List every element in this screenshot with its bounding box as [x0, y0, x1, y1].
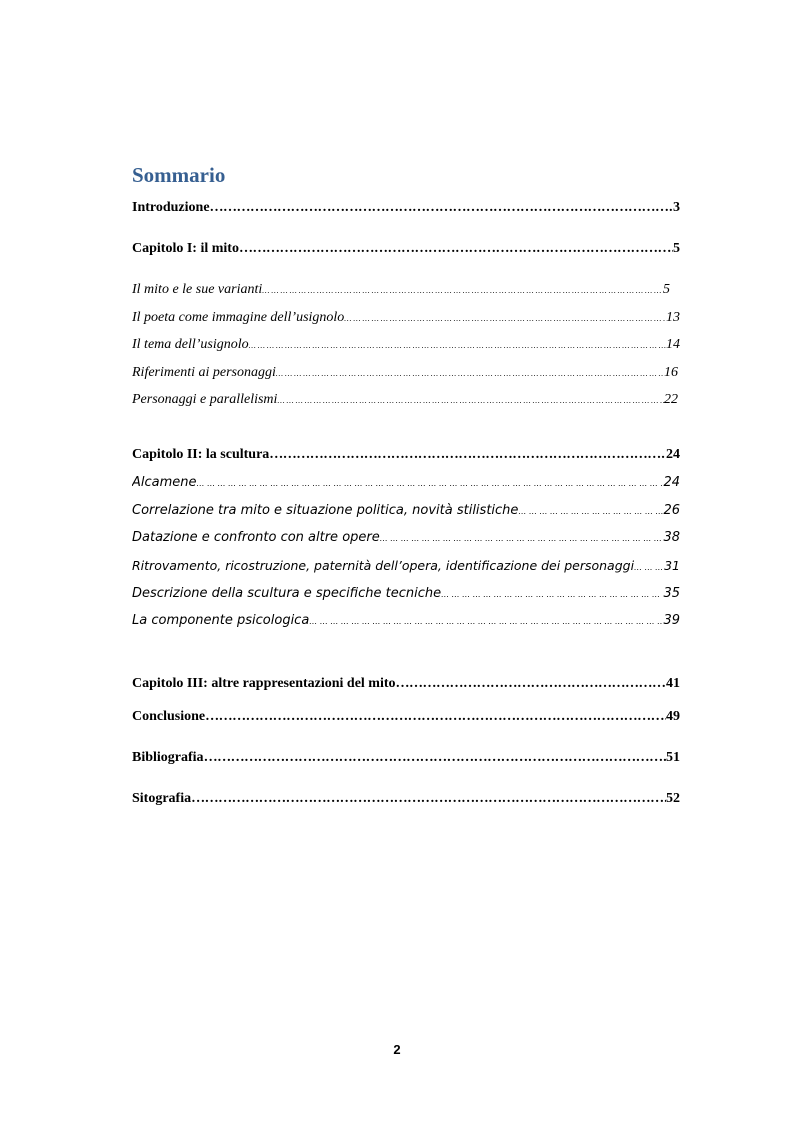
toc-entry-label: Conclusione — [132, 709, 206, 724]
toc-entry-label: Introduzione — [132, 200, 210, 215]
dot-leader — [277, 392, 664, 408]
dot-leader — [380, 530, 664, 545]
toc-entry-page: 3 — [673, 200, 680, 215]
toc-entry-page: 14 — [666, 337, 680, 352]
toc-entry-label: Alcamene — [132, 475, 197, 490]
toc-title: Sommario — [132, 163, 226, 187]
toc-subentry[interactable] — [132, 586, 680, 608]
toc-subentry[interactable] — [132, 365, 678, 387]
toc-entry-page: 16 — [664, 365, 678, 380]
toc-entry-label: Ritrovamento, ricostruzione, paternità dell’opera, identificazione dei personaggi — [132, 558, 635, 573]
dot-leader — [205, 709, 666, 725]
toc-entry-label: Il tema dell’usignolo — [132, 337, 249, 352]
toc-entry-conclusione[interactable] — [132, 709, 680, 731]
toc-subentry[interactable] — [132, 337, 680, 359]
toc-entry-page: 5 — [663, 282, 670, 297]
toc-subentry[interactable] — [132, 558, 680, 580]
dot-leader — [344, 310, 666, 326]
dot-leader — [210, 200, 673, 216]
dot-leader — [309, 613, 663, 628]
toc-entry-label: Capitolo II: la scultura — [132, 447, 270, 462]
toc-entry-page: 31 — [664, 558, 680, 573]
dot-leader — [634, 558, 664, 573]
dot-leader — [249, 337, 666, 353]
toc-subentry[interactable] — [132, 282, 670, 304]
page-number: 2 — [393, 1042, 401, 1057]
toc-entry-page: 13 — [666, 310, 680, 325]
toc-entry-page: 22 — [664, 392, 678, 407]
toc-entry-label: Descrizione della scultura e specifiche tecniche — [132, 586, 442, 601]
toc-entry-label: Il mito e le sue varianti — [132, 282, 263, 297]
dot-leader — [262, 282, 663, 298]
toc-entry-label: Bibliografia — [132, 750, 204, 765]
toc-subentry[interactable] — [132, 530, 680, 552]
toc-subentry[interactable] — [132, 475, 680, 497]
toc-entry-label: Datazione e confronto con altre opere — [132, 530, 380, 545]
toc-entry-page: 24 — [663, 475, 680, 490]
toc-entry-page: 49 — [666, 709, 680, 724]
toc-entry-label: Correlazione tra mito e situazione politica, novità stilistiche — [132, 503, 519, 518]
toc-entry-page: 26 — [663, 503, 680, 518]
toc-entry-page: 52 — [666, 791, 680, 806]
toc-subentry[interactable] — [132, 503, 680, 525]
toc-entry-label: Capitolo III: altre rappresentazioni del mito — [132, 676, 396, 691]
dot-leader — [441, 586, 663, 601]
toc-entry-capitolo-2[interactable] — [132, 447, 680, 469]
toc-subentry[interactable] — [132, 310, 680, 332]
toc-subentry[interactable] — [132, 392, 678, 414]
toc-entry-page: 5 — [673, 241, 680, 256]
dot-leader — [204, 750, 666, 766]
dot-leader — [396, 676, 666, 692]
toc-entry-capitolo-1[interactable] — [132, 241, 680, 263]
toc-entry-introduzione[interactable] — [132, 200, 680, 222]
toc-entry-page: 38 — [663, 530, 680, 545]
dot-leader — [239, 241, 673, 257]
dot-leader — [269, 447, 666, 463]
toc-entry-bibliografia[interactable] — [132, 750, 680, 772]
toc-entry-capitolo-3[interactable] — [132, 676, 680, 698]
toc-entry-sitografia[interactable] — [132, 791, 680, 813]
toc-entry-page: 35 — [663, 586, 680, 601]
toc-entry-label: Sitografia — [132, 791, 192, 806]
dot-leader — [191, 791, 666, 807]
toc-entry-label: Capitolo I: il mito — [132, 241, 239, 256]
dot-leader — [518, 503, 663, 518]
dot-leader — [276, 365, 664, 381]
toc-entry-page: 39 — [663, 613, 680, 628]
dot-leader — [197, 475, 664, 490]
toc-entry-label: Personaggi e parallelismi — [132, 392, 278, 407]
toc-entry-label: Il poeta come immagine dell’usignolo — [132, 310, 345, 325]
toc-entry-page: 41 — [666, 676, 680, 691]
toc-entry-page: 24 — [666, 447, 680, 462]
toc-entry-page: 51 — [666, 750, 680, 765]
toc-subentry[interactable] — [132, 613, 680, 635]
toc-entry-label: La componente psicologica — [132, 613, 310, 628]
toc-entry-label: Riferimenti ai personaggi — [132, 365, 276, 380]
